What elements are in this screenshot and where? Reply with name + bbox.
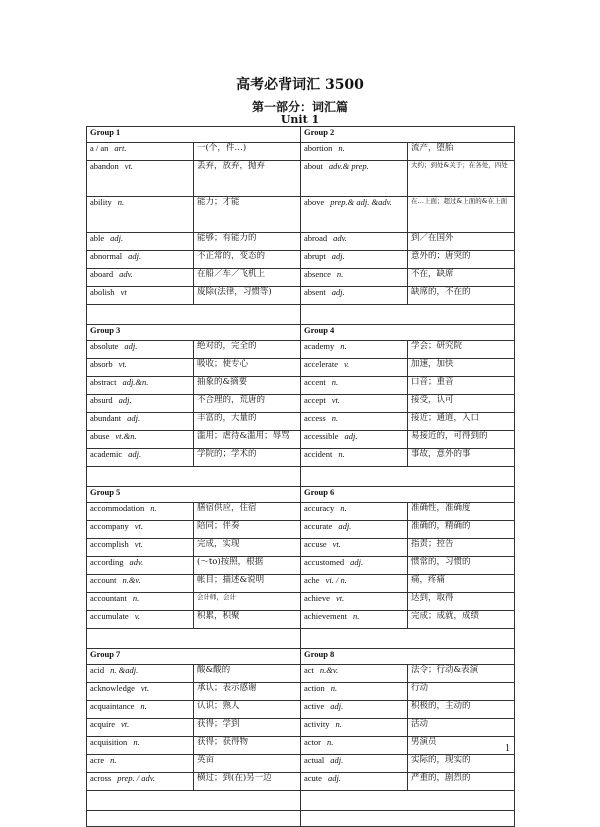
- table-row: [87, 737, 515, 755]
- vocab-headword: according: [90, 557, 124, 567]
- vocab-meaning: 英亩: [194, 755, 301, 773]
- vocab-word: [301, 161, 408, 197]
- spacer-row: [87, 629, 515, 649]
- table-row: [87, 233, 515, 251]
- vocab-meaning: 会计师，会计: [194, 593, 301, 611]
- vocab-meaning: 痛，疼痛: [408, 575, 515, 593]
- vocab-headword: academic: [90, 449, 123, 459]
- vocab-part-of-speech: n.: [338, 449, 345, 459]
- vocab-meaning: 学院的；学术的: [194, 449, 301, 467]
- vocab-word: [301, 683, 408, 701]
- vocab-headword: actual: [304, 755, 325, 765]
- spacer-row: [87, 811, 515, 827]
- vocab-headword: act: [304, 665, 314, 675]
- vocab-word: [301, 701, 408, 719]
- vocab-meaning: 接近；通道，入口: [408, 413, 515, 431]
- vocab-part-of-speech: vt.: [134, 521, 143, 531]
- table-row: [87, 539, 515, 557]
- vocab-word: [87, 611, 194, 629]
- vocab-part-of-speech: n.: [132, 593, 140, 603]
- spacer-cell: [301, 811, 515, 827]
- vocab-word: [87, 665, 194, 683]
- unit-heading: Unit 1: [280, 113, 320, 126]
- vocab-word: [87, 413, 194, 431]
- vocab-meaning: 认识；熟人: [194, 701, 301, 719]
- vocab-meaning: 滥用；虐待&滥用；辱骂: [194, 431, 301, 449]
- vocab-part-of-speech: n.: [110, 755, 117, 765]
- vocab-word: [301, 287, 408, 305]
- vocab-word: [87, 161, 194, 197]
- section-subtitle: 第一部分：词汇篇: [251, 100, 348, 114]
- vocab-word: [87, 575, 194, 593]
- vocab-meaning: 男演员: [408, 737, 515, 755]
- vocab-headword: acid: [90, 665, 105, 675]
- vocab-part-of-speech: adj.&n.: [122, 377, 149, 387]
- table-row: [87, 557, 515, 575]
- group-header-row: [87, 127, 515, 143]
- vocab-part-of-speech: adv.: [333, 233, 347, 243]
- vocab-headword: abnormal: [90, 251, 123, 261]
- vocab-part-of-speech: adj.: [118, 395, 132, 405]
- vocab-headword: a / an: [90, 143, 109, 153]
- vocab-meaning: 事故，意外的事: [408, 449, 515, 467]
- vocab-word: [87, 593, 194, 611]
- vocab-word: [87, 755, 194, 773]
- vocab-meaning: 惯常的，习惯的: [408, 557, 515, 575]
- vocab-meaning: 完成；成就，成绩: [408, 611, 515, 629]
- vocab-word: [87, 503, 194, 521]
- vocab-word: [301, 233, 408, 251]
- vocab-headword: accomplish: [90, 539, 129, 549]
- table-row: [87, 341, 515, 359]
- vocab-meaning: 意外的；唐突的: [408, 251, 515, 269]
- vocab-meaning: 获得；学到: [194, 719, 301, 737]
- vocab-word: [301, 611, 408, 629]
- vocab-word: [87, 395, 194, 413]
- vocab-meaning: 达到，取得: [408, 593, 515, 611]
- group-title: Group 2: [301, 127, 515, 143]
- vocab-meaning: 丢弃，放弃，抛弃: [194, 161, 301, 197]
- vocab-part-of-speech: prep.& adj. &adv.: [330, 197, 392, 207]
- vocab-meaning: 丰富的，大量的: [194, 413, 301, 431]
- vocab-part-of-speech: vt.: [140, 683, 150, 693]
- spacer-cell: [87, 305, 301, 325]
- vocab-part-of-speech: adj.: [124, 341, 138, 351]
- vocab-word: [301, 359, 408, 377]
- vocab-word: [87, 557, 194, 575]
- vocab-word: [301, 737, 408, 755]
- vocab-part-of-speech: prep. / adv.: [117, 773, 156, 783]
- vocab-word: [301, 413, 408, 431]
- vocab-headword: absence: [304, 269, 331, 279]
- vocab-word: [301, 197, 408, 233]
- spacer-cell: [87, 811, 301, 827]
- vocab-headword: accelerate: [304, 359, 338, 369]
- vocab-part-of-speech: n.: [335, 719, 342, 729]
- vocab-word: [301, 503, 408, 521]
- vocab-part-of-speech: n.: [338, 143, 345, 153]
- vocab-headword: activity: [304, 719, 330, 729]
- vocab-part-of-speech: adj.: [331, 251, 345, 261]
- group-header-row: [87, 325, 515, 341]
- vocab-word: [87, 341, 194, 359]
- vocab-meaning: 到／在国外: [408, 233, 515, 251]
- vocab-headword: able: [90, 233, 105, 243]
- vocab-meaning: 完成，实现: [194, 539, 301, 557]
- vocab-part-of-speech: adj.: [128, 449, 142, 459]
- vocab-meaning: 不正常的，变态的: [194, 251, 301, 269]
- vocab-headword: absent: [304, 287, 326, 297]
- vocab-meaning: 绝对的，完全的: [194, 341, 301, 359]
- vocab-headword: accept: [304, 395, 326, 405]
- spacer-cell: [301, 791, 515, 811]
- vocab-headword: acute: [304, 773, 322, 783]
- vocab-meaning: 积累，积聚: [194, 611, 301, 629]
- vocab-part-of-speech: art.: [114, 143, 127, 153]
- table-row: [87, 377, 515, 395]
- vocab-word: [301, 773, 408, 791]
- table-row: [87, 503, 515, 521]
- vocab-word: [87, 449, 194, 467]
- vocab-meaning: 废除(法律，习惯等): [194, 287, 301, 305]
- vocab-part-of-speech: n.: [340, 341, 347, 351]
- table-row: [87, 143, 515, 161]
- vocab-headword: accuse: [304, 539, 327, 549]
- group-title: Group 6: [301, 487, 515, 503]
- vocab-meaning: 口音；重音: [408, 377, 515, 395]
- vocab-word: [301, 251, 408, 269]
- vocab-headword: active: [304, 701, 325, 711]
- vocab-part-of-speech: v.: [134, 611, 140, 621]
- vocab-meaning: 一(个，件…): [194, 143, 301, 161]
- vocab-part-of-speech: vt: [120, 287, 127, 297]
- vocab-meaning: (～to)按照，根据: [194, 557, 301, 575]
- vocab-headword: accessible: [304, 431, 339, 441]
- vocab-word: [301, 575, 408, 593]
- vocab-word: [87, 431, 194, 449]
- vocab-headword: actor: [304, 737, 321, 747]
- vocab-headword: accustomed: [304, 557, 345, 567]
- group-title: Group 7: [87, 649, 301, 665]
- vocab-meaning: 积极的，主动的: [408, 701, 515, 719]
- vocab-meaning: 实际的，现实的: [408, 755, 515, 773]
- vocab-part-of-speech: vt.: [335, 593, 345, 603]
- vocab-word: [301, 593, 408, 611]
- table-row: [87, 521, 515, 539]
- vocab-word: [301, 377, 408, 395]
- vocab-word: [87, 197, 194, 233]
- vocab-part-of-speech: vt.: [331, 395, 340, 405]
- vocab-headword: ability: [90, 197, 112, 207]
- table-row: [87, 413, 515, 431]
- vocab-meaning: 学会；研究院: [408, 341, 515, 359]
- vocab-meaning: 抽象的&摘要: [194, 377, 301, 395]
- spacer-cell: [301, 467, 515, 487]
- group-header-row: [87, 487, 515, 503]
- vocab-part-of-speech: adj.: [330, 701, 344, 711]
- vocab-word: [301, 521, 408, 539]
- vocab-part-of-speech: adv.: [129, 557, 144, 567]
- table-row: [87, 431, 515, 449]
- vocab-word: [87, 773, 194, 791]
- vocab-meaning: 能力；才能: [194, 197, 301, 233]
- vocab-headword: abolish: [90, 287, 115, 297]
- vocab-part-of-speech: vt.: [121, 719, 130, 729]
- vocab-meaning: 法令；行动&表演: [408, 665, 515, 683]
- table-row: [87, 755, 515, 773]
- vocab-meaning: 接受，认可: [408, 395, 515, 413]
- vocab-part-of-speech: vt.: [118, 359, 127, 369]
- vocab-headword: accommodation: [90, 503, 145, 513]
- vocab-headword: about: [304, 161, 323, 171]
- spacer-row: [87, 467, 515, 487]
- vocab-meaning: 在船／车／飞机上: [194, 269, 301, 287]
- vocab-headword: acquaintance: [90, 701, 135, 711]
- spacer-cell: [301, 629, 515, 649]
- vocab-word: [301, 665, 408, 683]
- vocab-part-of-speech: n.&v.: [122, 575, 141, 585]
- vocab-part-of-speech: n.: [117, 197, 125, 207]
- vocab-meaning: 大约；到处&关于；在各处，四处: [408, 161, 515, 197]
- table-row: [87, 269, 515, 287]
- vocab-meaning: 流产，堕胎: [408, 143, 515, 161]
- vocab-headword: academy: [304, 341, 335, 351]
- spacer-cell: [87, 467, 301, 487]
- vocab-word: [301, 269, 408, 287]
- vocab-headword: accent: [304, 377, 326, 387]
- vocab-headword: absolute: [90, 341, 119, 351]
- vocab-meaning: 准确性，准确度: [408, 503, 515, 521]
- vocab-meaning: 指责；控告: [408, 539, 515, 557]
- vocab-part-of-speech: v.: [343, 359, 350, 369]
- vocab-part-of-speech: n.: [352, 611, 360, 621]
- table-row: [87, 395, 515, 413]
- vocab-meaning: 行动: [408, 683, 515, 701]
- vocab-headword: across: [90, 773, 112, 783]
- vocab-part-of-speech: n.: [140, 701, 147, 711]
- vocab-word: [87, 359, 194, 377]
- table-row: [87, 197, 515, 233]
- vocab-headword: accurate: [304, 521, 333, 531]
- vocab-part-of-speech: n.: [336, 269, 344, 279]
- vocab-meaning: 严重的，剧烈的: [408, 773, 515, 791]
- vocab-word: [301, 755, 408, 773]
- vocab-meaning: 酸&酸的: [194, 665, 301, 683]
- vocab-word: [301, 143, 408, 161]
- vocab-word: [301, 539, 408, 557]
- vocab-meaning: 膳宿供应，住宿: [194, 503, 301, 521]
- table-row: [87, 683, 515, 701]
- vocab-meaning: 获得；获得物: [194, 737, 301, 755]
- vocab-meaning: 横过；到(在)另一边: [194, 773, 301, 791]
- vocab-part-of-speech: n.: [331, 413, 339, 423]
- group-title: Group 5: [87, 487, 301, 503]
- vocab-word: [87, 287, 194, 305]
- page-number: 1: [505, 743, 510, 754]
- vocab-headword: abandon: [90, 161, 119, 171]
- vocab-headword: accuracy: [304, 503, 335, 513]
- vocab-part-of-speech: adj.: [331, 287, 345, 297]
- vocab-part-of-speech: n.: [150, 503, 157, 513]
- vocab-headword: acre: [90, 755, 105, 765]
- vocab-word: [301, 449, 408, 467]
- vocab-headword: accountant: [90, 593, 127, 603]
- vocab-headword: abundant: [90, 413, 122, 423]
- table-row: [87, 701, 515, 719]
- vocab-part-of-speech: adj.: [110, 233, 124, 243]
- vocab-part-of-speech: vt.: [124, 161, 134, 171]
- table-row: [87, 611, 515, 629]
- vocab-part-of-speech: n.: [330, 683, 338, 693]
- vocab-meaning: 在…上面；超过&上面的&在上面: [408, 197, 515, 233]
- group-title: Group 3: [87, 325, 301, 341]
- vocabulary-table-body: [87, 127, 515, 827]
- vocab-meaning: 不合理的，荒唐的: [194, 395, 301, 413]
- vocab-word: [301, 557, 408, 575]
- page-title: 高考必背词汇 3500: [236, 77, 364, 93]
- vocab-word: [301, 431, 408, 449]
- vocab-part-of-speech: adj.: [330, 755, 344, 765]
- vocab-part-of-speech: adj.: [127, 413, 141, 423]
- vocab-word: [87, 377, 194, 395]
- vocab-meaning: 缺席的，不在的: [408, 287, 515, 305]
- vocab-part-of-speech: adj.: [128, 251, 142, 261]
- vocab-part-of-speech: adj.: [350, 557, 364, 567]
- vocab-part-of-speech: n.: [133, 737, 140, 747]
- group-title: Group 4: [301, 325, 515, 341]
- table-row: [87, 359, 515, 377]
- vocab-headword: abstract: [90, 377, 117, 387]
- group-title: Group 8: [301, 649, 515, 665]
- vocab-headword: accident: [304, 449, 333, 459]
- spacer-cell: [87, 629, 301, 649]
- vocab-word: [87, 701, 194, 719]
- spacer-row: [87, 791, 515, 811]
- vocab-meaning: 不在，缺席: [408, 269, 515, 287]
- vocab-part-of-speech: n.: [340, 503, 347, 513]
- table-row: [87, 161, 515, 197]
- vocab-headword: access: [304, 413, 326, 423]
- vocab-meaning: 活动: [408, 719, 515, 737]
- vocab-word: [87, 233, 194, 251]
- vocab-headword: abuse: [90, 431, 110, 441]
- table-row: [87, 773, 515, 791]
- table-row: [87, 575, 515, 593]
- vocab-headword: acknowledge: [90, 683, 135, 693]
- vocab-part-of-speech: vi. / n.: [325, 575, 347, 585]
- table-row: [87, 449, 515, 467]
- vocab-headword: aboard: [90, 269, 114, 279]
- vocab-part-of-speech: adv.& prep.: [328, 161, 369, 171]
- spacer-cell: [301, 305, 515, 325]
- vocab-part-of-speech: n.: [327, 737, 334, 747]
- vocab-meaning: 准确的，精确的: [408, 521, 515, 539]
- vocab-headword: abrupt: [304, 251, 326, 261]
- spacer-row: [87, 305, 515, 325]
- vocab-headword: action: [304, 683, 325, 693]
- vocab-part-of-speech: vt.: [332, 539, 341, 549]
- vocab-part-of-speech: n.: [331, 377, 339, 387]
- vocab-word: [87, 737, 194, 755]
- vocab-word: [87, 521, 194, 539]
- vocab-headword: abroad: [304, 233, 328, 243]
- vocab-word: [87, 719, 194, 737]
- vocab-headword: acquire: [90, 719, 116, 729]
- vocab-meaning: 加速，加快: [408, 359, 515, 377]
- vocab-meaning: 能够；有能力的: [194, 233, 301, 251]
- vocab-headword: absurd: [90, 395, 113, 405]
- vocab-word: [87, 143, 194, 161]
- vocab-part-of-speech: n.&v.: [319, 665, 339, 675]
- vocab-word: [301, 395, 408, 413]
- vocab-meaning: 承认；表示感谢: [194, 683, 301, 701]
- group-title: Group 1: [87, 127, 301, 143]
- table-row: [87, 593, 515, 611]
- vocab-meaning: 帐目；描述&说明: [194, 575, 301, 593]
- vocab-meaning: 陪同；伴奏: [194, 521, 301, 539]
- vocab-headword: ache: [304, 575, 320, 585]
- vocab-word: [87, 269, 194, 287]
- vocab-meaning: 易接近的，可得到的: [408, 431, 515, 449]
- vocabulary-table: [86, 126, 515, 827]
- vocab-headword: acquisition: [90, 737, 128, 747]
- vocab-headword: accumulate: [90, 611, 129, 621]
- table-row: [87, 251, 515, 269]
- spacer-cell: [87, 791, 301, 811]
- vocab-headword: above: [304, 197, 325, 207]
- vocab-word: [87, 683, 194, 701]
- vocab-headword: abortion: [304, 143, 333, 153]
- vocab-headword: achieve: [304, 593, 330, 603]
- vocab-headword: absorb: [90, 359, 113, 369]
- table-row: [87, 719, 515, 737]
- vocab-part-of-speech: adv.: [119, 269, 133, 279]
- vocab-headword: accompany: [90, 521, 129, 531]
- vocab-word: [87, 539, 194, 557]
- vocab-part-of-speech: adj.: [344, 431, 358, 441]
- vocab-part-of-speech: n. &adj.: [110, 665, 139, 675]
- vocab-part-of-speech: adj.: [327, 773, 341, 783]
- group-header-row: [87, 649, 515, 665]
- vocab-part-of-speech: vt.&n.: [115, 431, 137, 441]
- table-row: [87, 287, 515, 305]
- vocab-word: [87, 251, 194, 269]
- table-row: [87, 665, 515, 683]
- vocab-part-of-speech: adj.: [338, 521, 352, 531]
- vocab-meaning: 吸收；使专心: [194, 359, 301, 377]
- vocab-word: [301, 341, 408, 359]
- vocab-headword: achievement: [304, 611, 347, 621]
- vocab-headword: account: [90, 575, 117, 585]
- vocab-word: [301, 719, 408, 737]
- vocab-part-of-speech: vt.: [134, 539, 143, 549]
